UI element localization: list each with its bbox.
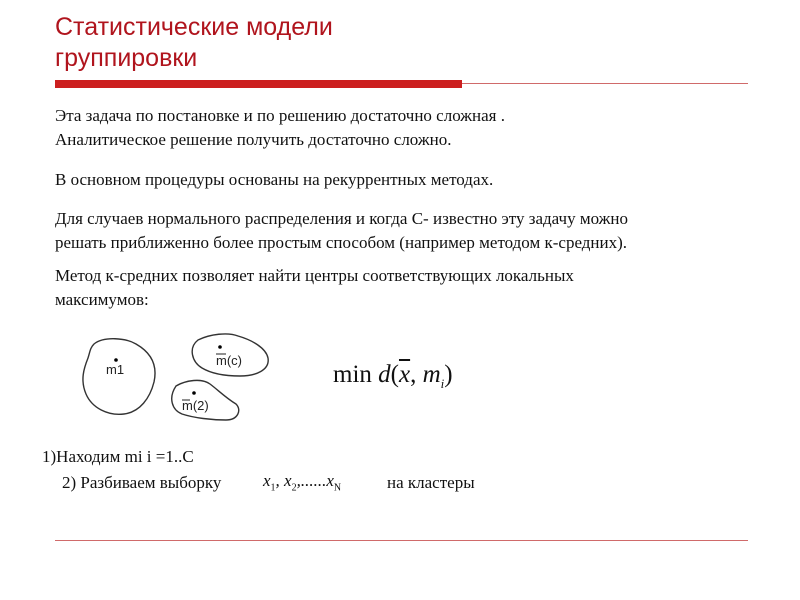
cluster-sketch [70,328,300,428]
paragraph-line: Метод к-средних позволяет найти центры соответствующих локальных [55,266,574,285]
paragraph-line: Эта задача по постановке и по решению достаточно сложная . [55,106,505,125]
seq-x2: x [284,471,292,490]
paragraph-normal-distribution [55,207,755,255]
step-2: 2) Разбиваем выборку [62,473,222,492]
cluster-center-2 [192,391,196,395]
seq-x1: x [263,471,271,490]
sample-sequence: $x_1$, $x_2,......x_N$ [263,471,342,494]
formula-subscript-i: i [440,376,445,391]
paragraph-complexity [55,104,755,152]
slide-title [55,12,475,74]
label-mc: m(c) [216,353,242,368]
paragraph-k-means [55,264,755,312]
paragraph-line: Для случаев нормального распределения и когда С- известно эту задачу можно [55,209,629,228]
seq-dots: ,...... [296,471,327,490]
seq-sub-n: N [333,482,342,494]
formula-x-bar: $\overline{x}$ [398,361,411,388]
cluster-center-c [218,345,222,349]
title-accent-bar [55,80,462,88]
paragraph-line: максимумов: [55,290,149,309]
slide-title-line-2: группировки [55,44,198,72]
title-rule [462,83,748,84]
paragraph-line: решать приближенно более простым способом (например методом к-средних). [55,233,628,252]
step-1: 1)Находим mi i =1..C [42,447,194,466]
seq-xn: x [326,471,334,490]
label-m2: m(2) [182,398,209,413]
label-m1: m1 [106,362,125,377]
formula-min: min [333,361,372,388]
seq-sub-2: 2 [291,482,297,494]
formula-m: m [422,361,441,388]
paragraph-recurrent [55,168,755,192]
slide-title-line-1: Статистические модели [55,13,333,41]
formula-d: d [378,361,391,388]
paragraph-line: В основном процедуры основаны на рекуррентных методах. [55,170,494,189]
step-2-end: на кластеры [387,473,475,492]
seq-sub-1: 1 [270,482,276,494]
bottom-rule [55,540,748,541]
paragraph-line: Аналитическое решение получить достаточно сложно. [55,130,452,149]
formula-min-distance: $\min d(\overline{x}$, $m_i$) [333,361,453,391]
